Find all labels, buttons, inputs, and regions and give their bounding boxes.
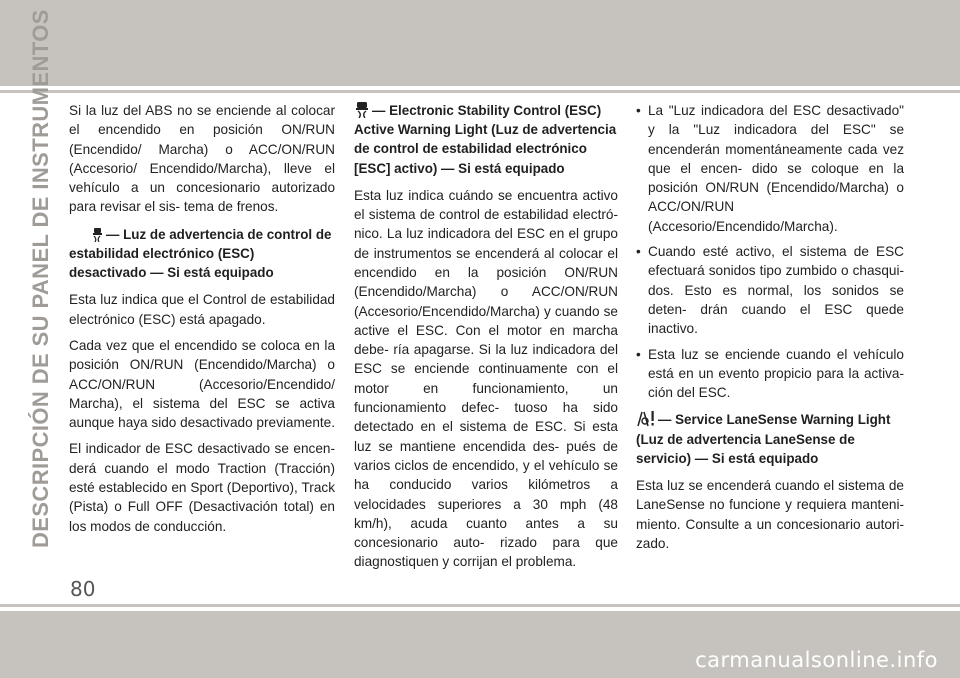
column-3 xyxy=(636,101,904,560)
list-item: • La "Luz indicadora del ESC desactivado" y la "Luz indicadora del ESC" se encenderán momentáneamente cada vez que el encen- dido se coloque en la posición ON/RUN (Encendido/Marcha) o ACC/ON/RUN (Accesorio/Encendido/Marcha). xyxy=(636,103,904,234)
section-heading: — Electronic Stability Control (ESC) Active Warning Light (Luz de advertencia de control de estabilidad electrónico [ESC] activo) — Si está equipado xyxy=(354,103,617,176)
paragraph: Si la luz del ABS no se enciende al colocar el encendido en posición ON/RUN (Encendido/ Marcha) o ACC/ON/RUN (Accesorio/ Encendido/Marcha), lleve el vehículo a un concesionario autorizado para revisar el sis- tema de frenos. xyxy=(69,103,335,215)
page-number: 80 xyxy=(70,577,96,601)
header-rule xyxy=(0,90,960,93)
paragraph: El indicador de ESC desactivado se encen- derá cuando el modo Traction (Tracción) esté establecido en Sport (Deportivo), Track (Pista) o Full OFF (Desactivación total) en los modos de conducción. xyxy=(69,441,335,534)
lanesense-warning-icon xyxy=(636,410,656,427)
column-2 xyxy=(354,101,618,579)
bullet-mark: • xyxy=(636,103,641,118)
bullet-mark: • xyxy=(636,244,641,260)
bullet-mark: • xyxy=(636,346,641,362)
footer-rule xyxy=(0,604,960,607)
paragraph: Cada vez que el encendido se coloca en la posición ON/RUN (Encendido/Marcha) o ACC/ON/RUN (Accesorio/Encendido/ Marcha), el sistema del ESC se activa aunque haya sido desactivado previamente. xyxy=(69,337,336,431)
section-heading: — Service LaneSense Warning Light (Luz de advertencia LaneSense de servicio) — Si está equipado xyxy=(636,412,891,466)
header-band xyxy=(0,0,960,86)
paragraph: Esta luz indica que el Control de estabilidad electrónico (ESC) está apagado. xyxy=(69,292,335,327)
section-side-title: DESCRIPCIÓN DE SU PANEL DE INSTRUMENTOS xyxy=(28,9,53,548)
list-item: • Esta luz se enciende cuando el vehículo está en un evento propicio para la activa- ción del ESC. xyxy=(636,346,904,401)
paragraph: Esta luz se encenderá cuando el sistema de LaneSense no funcione y requiera manteni- miento. Consulte a un concesionario autori- zado. xyxy=(636,478,904,551)
bullet-list xyxy=(636,101,904,402)
section-heading: — Luz de advertencia de control de estabilidad electrónico (ESC) desactivado — Si está equipado xyxy=(69,226,332,281)
list-item: • Cuando esté activo, el sistema de ESC efectuará sonidos tipo zumbido o chasqui- dos. Esto es normal, los sonidos se deten- drán cuando el ESC quede inactivo. xyxy=(636,244,904,337)
esc-off-icon xyxy=(91,227,104,242)
column-1 xyxy=(69,101,335,543)
watermark-text: carmanualsonline.info xyxy=(695,648,938,672)
paragraph: Esta luz indica cuándo se encuentra activo el sistema de control de estabilidad electró- nico. La luz indicadora del ESC en el grupo de instrumentos se encenderá al colocar el encendido en la posición ON/RUN (Encendido/Marcha) o ACC/ON/RUN (Accesorio/Encendido/Marcha) y cuando se active el ESC. Con el motor en marcha debe- ría apagarse. Si la luz indicadora del ESC se enciende continuamente con el motor en funcionamiento, un funcionamiento defec- tuoso ha sido detectado en el sistema de ESC. Si esta luz se mantiene encendida des- pués de varios ciclos de encendido, y el vehículo se ha conducido varios kilómetros a velocidades superiores a 30 mph (48 km/h), acuda cuanto antes a su concesionario auto- rizado para que diagnostiquen y corrijan el problema. xyxy=(354,187,618,570)
esc-active-icon xyxy=(354,101,370,118)
